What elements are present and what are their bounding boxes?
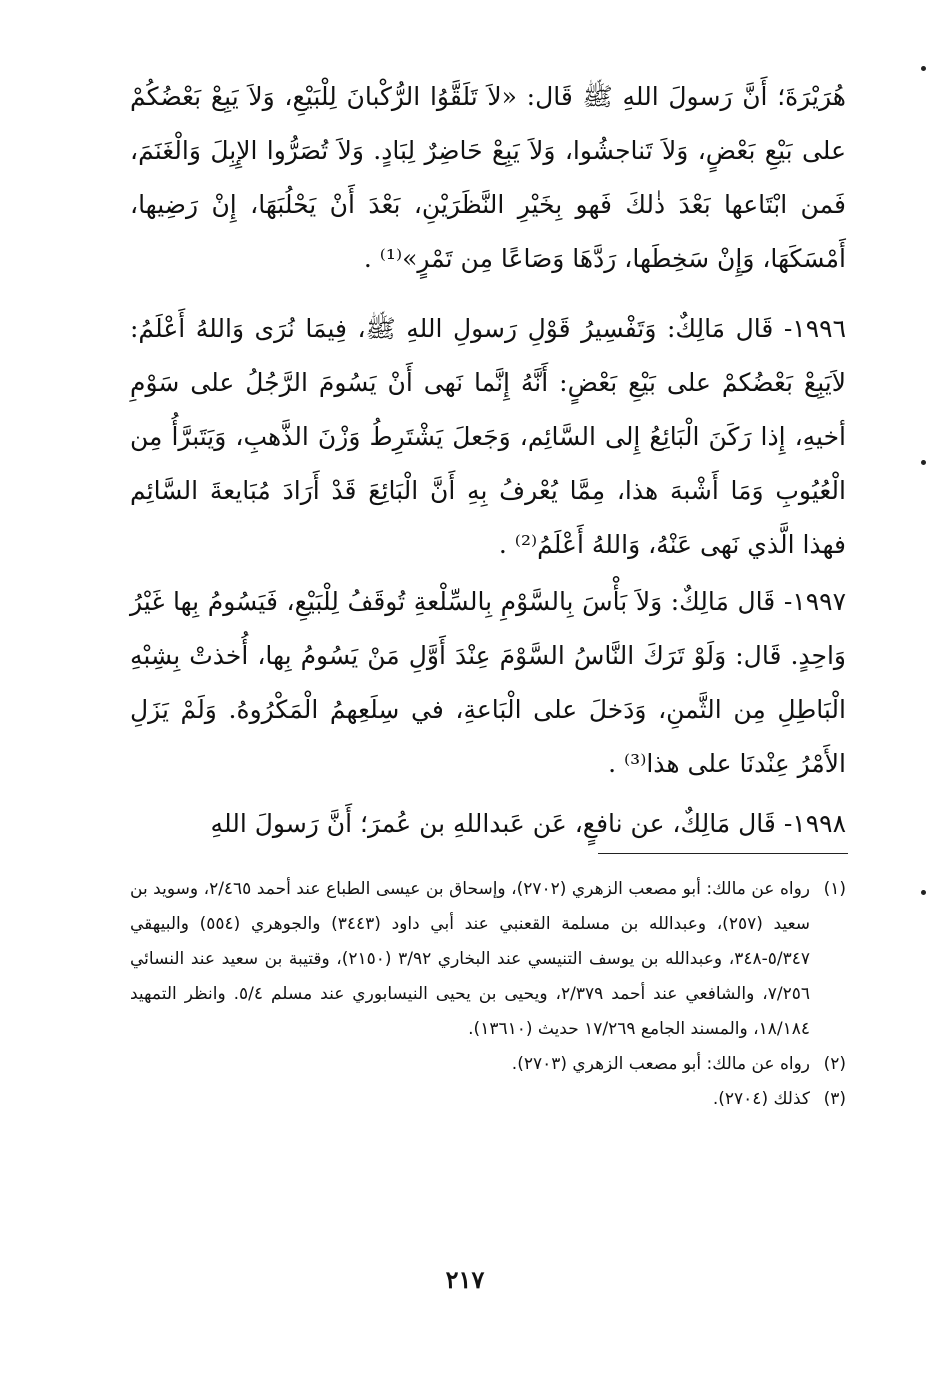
footnotes (130, 872, 846, 1117)
margin-dot (921, 460, 926, 465)
footnote-3 (130, 1082, 846, 1117)
footnote-text: كذلك (٢٧٠٤). (712, 1089, 810, 1109)
commentary-paragraph-1996: ١٩٩٦- قَال مَالِكٌ: وَتَفْسِيرُ قَوْلِ رَسولِ اللهِ ﷺ، فِيمَا نُرَى وَاللهُ أَعْلَمُ: لاَيَبِعْ بَعْضُكمْ على بَيْعِ بَعْضٍ: أَنَّهُ إِنَّما نَهى أَنْ يَسُومَ الرَّجُلُ على سَوْمِ أخيهِ، إِذا رَكَنَ الْبَائِعُ إِلى السَّائِم، وَجَعلَ يَشْتَرِطُ وَزْنَ الذَّهبِ، وَيَتَبرَّأُ مِن الْعُيُوبِ وَمَا أَشْبهَ هذا، مِمَّا يُعْرفُ بِهِ أَنَّ الْبَائِعَ قَدْ أَرَادَ مُبَايعةَ السَّائِم فهذا الَّذي نَهى عَنْهُ، وَاللهُ أَعْلَمُ⁽²⁾ . (130, 314, 846, 559)
margin-dot (921, 890, 926, 895)
footnote-text: رواه عن مالك: أبو مصعب الزهري (٢٧٠٢)، وإسحاق بن عيسى الطباع عند أحمد ٢/٤٦٥، وسويد بن سعيد (٢٥٧)، وعبدالله بن مسلمة القعنبي عند أبي داود (٣٤٤٣) والجوهري (٥٥٤) والبيهقي ٥/٣٤٧-٣٤٨، وعبدالله بن يوسف التنيسي عند البخاري ٣/٩٢ (٢١٥٠)، وقتيبة بن سعيد عند النسائي ٧/٢٥٦، والشافعي عند أحمد ٢/٣٧٩، ويحيى بن يحيى النيسابوري عند مسلم ٥/٤. وانظر التمهيد ١٨/١٨٤، والمسند الجامع ١٧/٢٦٩ حديث (١٣٦١٠). (130, 879, 811, 1039)
footnote-marker: (٢) (823, 1054, 846, 1074)
footnote-2 (130, 1047, 846, 1082)
footnote-marker: (١) (823, 879, 846, 899)
footnote-text: رواه عن مالك: أبو مصعب الزهري (٢٧٠٣). (511, 1054, 810, 1074)
footnote-marker: (٣) (823, 1089, 846, 1109)
footnote-separator (598, 853, 848, 854)
commentary-paragraph-1997: ١٩٩٧- قَال مَالِكٌ: وَلاَ بَأْسَ بِالسَّوْمِ بِالسِّلْعةِ تُوقَفُ لِلْبَيْعِ، فَيَسُومُ بِها غَيْرُ وَاحِدٍ. قَال: وَلَوْ تَرَكَ النَّاسُ السَّوْمَ عِنْدَ أَوَّلِ مَنْ يَسُومُ بِها، أُخذتْ بِشِبْهِ الْبَاطِلِ مِن الثَّمنِ، وَدَخلَ على الْبَاعةِ، في سِلَعِهمُ الْمَكْرُوهُ. وَلَمْ يَزَلِ الأَمْرُ عِنْدنَا على هذا⁽³⁾ . (130, 587, 846, 778)
footnote-1 (130, 872, 846, 1047)
hadith-paragraph: هُرَيْرَةَ؛ أَنَّ رَسولَ اللهِ ﷺ قَال: «لاَ تَلَقَّوُا الرُّكْبانَ لِلْبَيْعِ، وَلاَ يَبِعْ بَعْضُكُمْ على بَيْعِ بَعْضٍ، وَلاَ تَناجشُوا، وَلاَ يَبِعْ حَاضِرٌ لِبَادٍ. وَلاَ تُصَرُّوا الإِبِلَ وَالْغَنَمَ، فَمن ابْتَاعها بَعْدَ ذٰلكَ فَهو بِخَيْرِ النَّظَرَيْنِ، بَعْدَ أَنْ يَحْلُبَهَا، إِنْ رَضِيها، أَمْسَكَهَا، وَإِنْ سَخِطَها، رَدَّهَا وَصَاعًا مِن تَمْرٍ»⁽¹⁾ . (130, 82, 846, 273)
margin-dot (921, 66, 926, 71)
page-number: ٢١٧ (445, 1265, 485, 1294)
hadith-paragraph-1998: ١٩٩٨- قَال مَالِكٌ، عن نافعٍ، عَن عَبداللهِ بن عُمرَ؛ أَنَّ رَسولَ اللهِ (210, 809, 846, 838)
